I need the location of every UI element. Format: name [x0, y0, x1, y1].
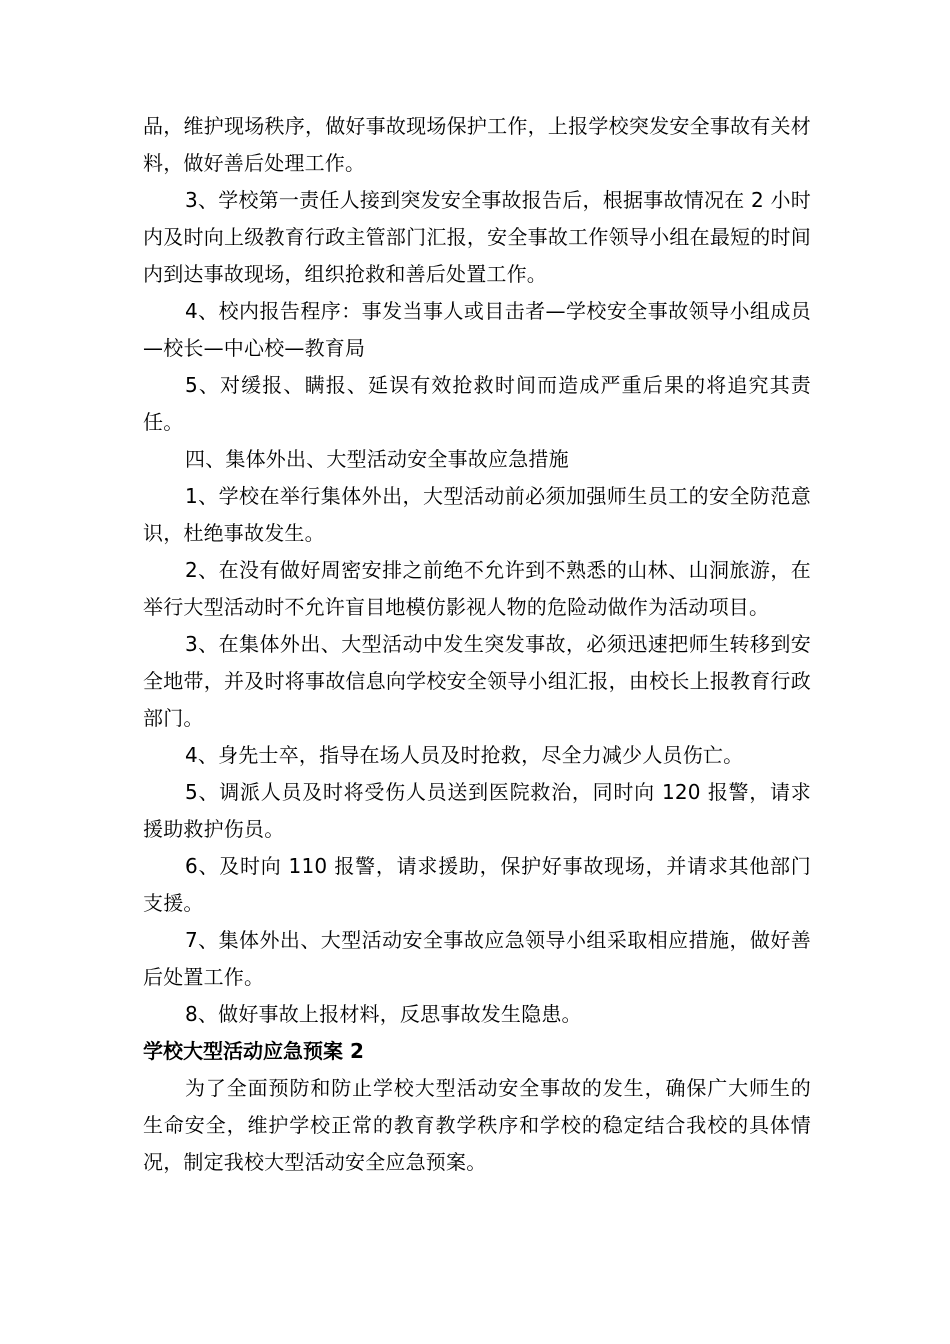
section-heading: 学校大型活动应急预案 2: [143, 1039, 364, 1063]
paragraph-measure-8: 8、做好事故上报材料，反思事故发生隐患。: [185, 1002, 582, 1026]
paragraph-measure-1: 1、学校在举行集体外出，大型活动前必须加强师生员工的安全防范意识，杜绝事故发生。: [143, 484, 811, 545]
paragraph-measure-7: 7、集体外出、大型活动安全事故应急领导小组采取相应措施，做好善后处置工作。: [143, 928, 811, 989]
document-body: [143, 108, 811, 1181]
paragraph-item-4-procedure: 4、校内报告程序：事发当事人或目击者—学校安全事故领导小组成员—校长—中心校—教育局: [143, 299, 811, 360]
paragraph-measure-4: 4、身先士卒，指导在场人员及时抢救，尽全力减少人员伤亡。: [185, 743, 744, 767]
paragraph-measure-6: 6、及时向 110 报警，请求援助，保护好事故现场，并请求其他部门支援。: [143, 854, 811, 915]
paragraph-continuation: 品，维护现场秩序，做好事故现场保护工作，上报学校突发安全事故有关材料，做好善后处理工作。: [143, 114, 811, 175]
paragraph-measure-3: 3、在集体外出、大型活动中发生突发事故，必须迅速把师生转移到安全地带，并及时将事故信息向学校安全领导小组汇报，由校长上报教育行政部门。: [143, 632, 811, 730]
paragraph-measure-5: 5、调派人员及时将受伤人员送到医院救治，同时向 120 报警，请求援助救护伤员。: [143, 780, 811, 841]
paragraph-item-5-accountability: 5、对缓报、瞒报、延误有效抢救时间而造成严重后果的将追究其责任。: [143, 373, 811, 434]
section-title-four: 四、集体外出、大型活动安全事故应急措施: [185, 447, 569, 471]
paragraph-intro: 为了全面预防和防止学校大型活动安全事故的发生，确保广大师生的生命安全，维护学校正常的教育教学秩序和学校的稳定结合我校的具体情况，制定我校大型活动安全应急预案。: [143, 1076, 811, 1174]
paragraph-item-3-report: 3、学校第一责任人接到突发安全事故报告后，根据事故情况在 2 小时内及时向上级教育行政主管部门汇报，安全事故工作领导小组在最短的时间内到达事故现场，组织抢救和善后处置工作。: [143, 188, 811, 286]
paragraph-measure-2: 2、在没有做好周密安排之前绝不允许到不熟悉的山林、山洞旅游，在举行大型活动时不允许盲目地模仿影视人物的危险动做作为活动项目。: [143, 558, 811, 619]
